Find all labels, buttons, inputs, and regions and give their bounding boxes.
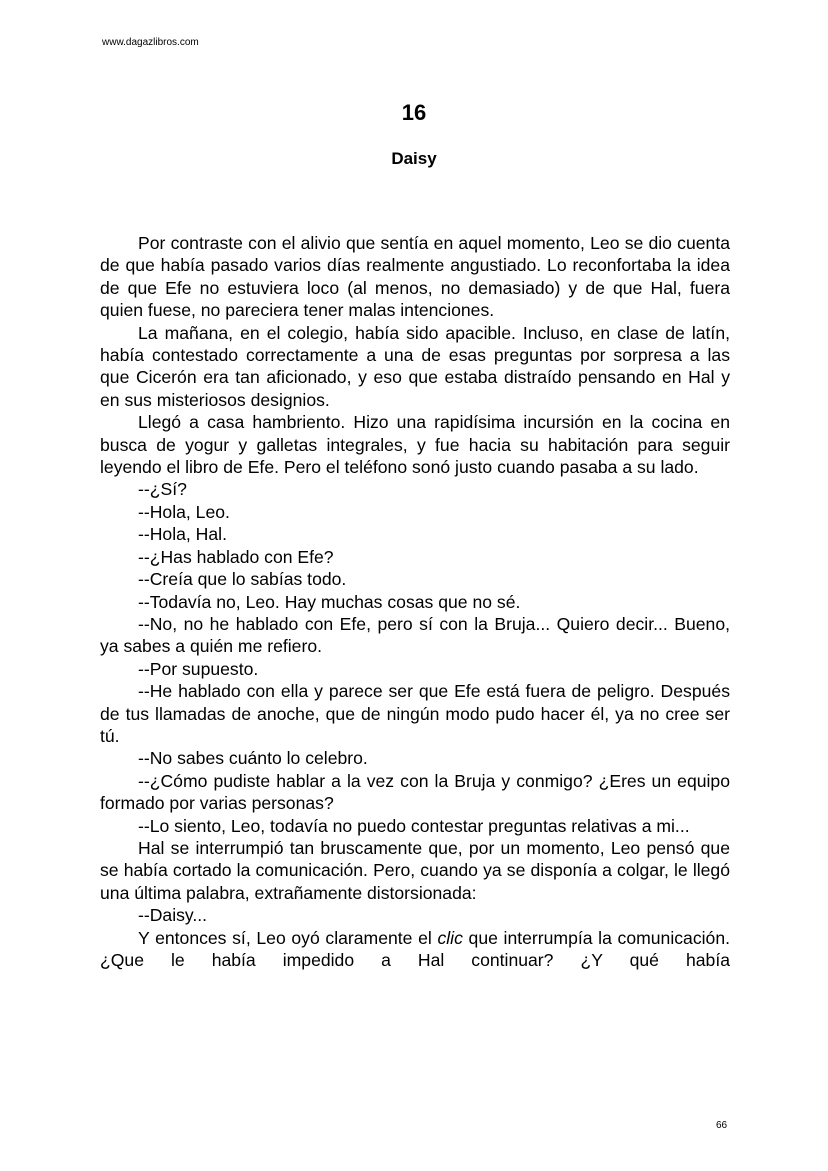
paragraph: Llegó a casa hambriento. Hizo una rapidísima incursión en la cocina en busca de yogur y galletas integrales, y fue hacia su habitación para seguir leyendo el libro de Efe. Pero el teléfono sonó justo cuando pasaba a su lado. [100,412,730,478]
dialogue-line: --Por supuesto. [138,658,259,679]
dialogue-line: --No, no he hablado con Efe, pero sí con la Bruja... Quiero decir... Bueno, ya sabes a quién me refiero. [100,613,730,657]
dialogue-line: --Todavía no, Leo. Hay muchas cosas que no sé. [138,591,521,612]
final-text-after: que interrumpía la comunicación. ¿Que le había impedido a Hal continuar? ¿Y qué había [100,927,730,970]
dialogue-line: --¿Sí? [138,479,187,500]
paragraph-final [100,927,730,972]
chapter-title: Daisy [391,149,437,168]
chapter-body [100,232,730,971]
paragraph: Por contraste con el alivio que sentía en aquel momento, Leo se dio cuenta de que había pasado varios días realmente angustiado. Lo reconfortaba la idea de que Efe no estuviera loco (al menos, no demasiado) y de que Hal, fuera quien fuese, no pareciera tener malas intenciones. [100,233,730,321]
dialogue-line: --¿Cómo pudiste hablar a la vez con la Bruja y conmigo? ¿Eres un equipo formado por varias personas? [100,770,730,814]
final-text-before: Y entonces sí, Leo oyó claramente el [138,927,438,948]
chapter-number: 16 [401,100,427,125]
dialogue-line: --¿Has hablado con Efe? [138,546,334,567]
page-number: 66 [716,1120,728,1131]
dialogue-line: --Hola, Hal. [138,524,227,545]
header-url: www.dagazlibros.com [102,37,199,48]
dialogue-line: --He hablado con ella y parece ser que Efe está fuera de peligro. Después de tus llamadas de anoche, que de ningún modo pudo hacer él, ya no cree ser tú. [100,681,730,746]
paragraph: La mañana, en el colegio, había sido apacible. Incluso, en clase de latín, había contestado correctamente a una de esas preguntas por sorpresa a las que Cicerón era tan aficionado, y eso que estaba distraído pensando en Hal y en sus misteriosos designios. [100,322,730,410]
emphasis-clic: clic [437,927,463,948]
dialogue-line: --Daisy... [138,905,208,926]
dialogue-line: --No sabes cuánto lo celebro. [138,748,368,769]
dialogue-line: --Hola, Leo. [138,501,230,522]
paragraph: Hal se interrumpió tan bruscamente que, por un momento, Leo pensó que se había cortado la comunicación. Pero, cuando ya se disponía a colgar, le llegó una última palabra, extrañamente distorsionada: [100,837,730,903]
dialogue-line: --Lo siento, Leo, todavía no puedo contestar preguntas relativas a mi... [138,815,690,836]
dialogue-line: --Creía que lo sabías todo. [138,569,347,590]
